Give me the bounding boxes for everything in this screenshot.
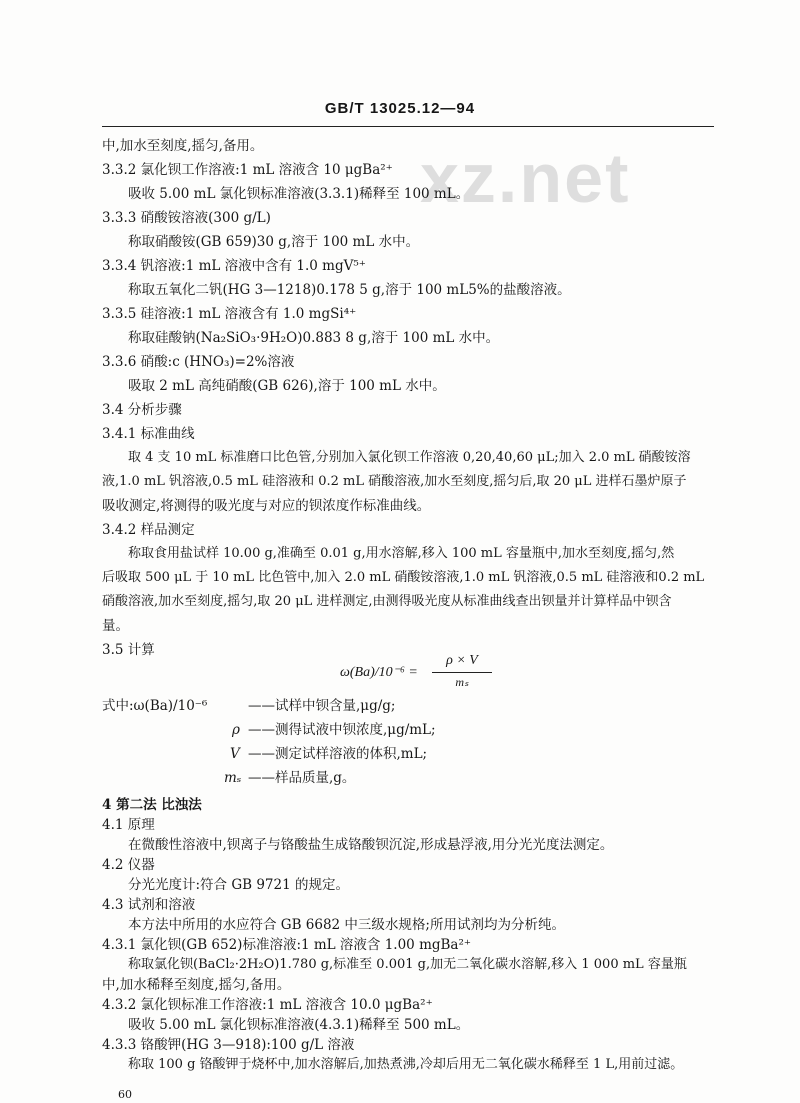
- heading-3-4-2: 3.4.2 样品测定: [102, 522, 195, 538]
- text-line: 本方法中所用的水应符合 GB 6682 中三级水规格;所用试剂均为分析纯。: [128, 917, 565, 933]
- heading-4-3: 4.3 试剂和溶液: [102, 897, 196, 913]
- where-symbol: mₛ: [224, 770, 242, 786]
- heading-3-4: 3.4 分析步骤: [102, 402, 182, 418]
- where-symbol: ρ: [232, 722, 240, 738]
- text-line: 称取五氧化二钒(HG 3—1218)0.178 5 g,溶于 100 mL5%的盐酸溶液。: [128, 282, 571, 298]
- heading-3-3-4: 3.3.4 钒溶液:1 mL 溶液中含有 1.0 mgV⁵⁺: [102, 258, 366, 274]
- where-symbol: V: [230, 746, 240, 762]
- where-desc: ——测得试液中钡浓度,μg/mL;: [248, 722, 436, 738]
- text-line: 称取硝酸铵(GB 659)30 g,溶于 100 mL 水中。: [128, 234, 420, 250]
- heading-3-4-1: 3.4.1 标准曲线: [102, 426, 195, 442]
- where-desc: ——试样中钡含量,μg/g;: [248, 698, 396, 714]
- text-line: 称取氯化钡(BaCl₂·2H₂O)1.780 g,标准至 0.001 g,加无二氧化碳水溶解,移入 1 000 mL 容量瓶: [128, 957, 687, 972]
- text-line: 中,加水至刻度,摇匀,备用。: [102, 138, 264, 154]
- text-line: 量。: [102, 618, 129, 634]
- formula-denominator: mₛ: [455, 675, 469, 689]
- formula-numerator: ρ × V: [446, 653, 478, 668]
- heading-4-2: 4.2 仪器: [102, 857, 155, 873]
- heading-4-3-1: 4.3.1 氯化钡(GB 652)标准溶液:1 mL 溶液含 1.00 mgBa²⁺: [102, 937, 472, 953]
- heading-3-3-6: 3.3.6 硝酸:c (HNO₃)=2%溶液: [102, 354, 295, 370]
- text-line: 吸收 5.00 mL 氯化钡标准溶液(4.3.1)稀释至 500 mL。: [128, 1017, 470, 1033]
- text-line: 吸取 2 mL 高纯硝酸(GB 626),溶于 100 mL 水中。: [128, 378, 446, 394]
- heading-3-3-2: 3.3.2 氯化钡工作溶液:1 mL 溶液含 10 μgBa²⁺: [102, 162, 393, 178]
- heading-3-3-5: 3.3.5 硅溶液:1 mL 溶液含有 1.0 mgSi⁴⁺: [102, 306, 357, 322]
- text-line: 在微酸性溶液中,钡离子与铬酸盐生成铬酸钡沉淀,形成悬浮液,用分光光度法测定。: [128, 837, 614, 853]
- text-line: 吸收 5.00 mL 氯化钡标准溶液(3.3.1)稀释至 100 mL。: [128, 186, 470, 202]
- heading-3-5: 3.5 计算: [102, 642, 155, 658]
- where-symbol: 式中:ω(Ba)/10⁻⁶: [102, 698, 208, 714]
- formula-lhs: ω(Ba)/10⁻⁶ =: [340, 665, 418, 680]
- document-header: GB/T 13025.12—94: [324, 100, 476, 117]
- text-line: 取 4 支 10 mL 标准磨口比色管,分别加入氯化钡工作溶液 0,20,40,60 μL;加入 2.0 mL 硝酸铵溶: [128, 450, 691, 465]
- text-line: 后吸取 500 μL 于 10 mL 比色管中,加入 2.0 mL 硝酸铵溶液,1.0 mL 钒溶液,0.5 mL 硅溶液和0.2 mL: [102, 570, 705, 585]
- text-line: 液,1.0 mL 钒溶液,0.5 mL 硅溶液和 0.2 mL 硝酸溶液,加水至刻度,摇匀后,取 20 μL 进样石墨炉原子: [102, 474, 687, 489]
- heading-3-3-3: 3.3.3 硝酸铵溶液(300 g/L): [102, 210, 271, 226]
- heading-4-3-3: 4.3.3 铬酸钾(HG 3—918):100 g/L 溶液: [102, 1037, 355, 1053]
- text-line: 硝酸溶液,加水至刻度,摇匀,取 20 μL 进样测定,由测得吸光度从标准曲线查出钡量并计算样品中钡含: [102, 594, 672, 609]
- heading-4-1: 4.1 原理: [102, 817, 155, 833]
- text-line: 吸收测定,将测得的吸光度与对应的钡浓度作标准曲线。: [102, 498, 431, 514]
- watermark: xz.net: [420, 139, 631, 217]
- heading-4: 4 第二法 比浊法: [102, 797, 202, 813]
- text-line: 称取食用盐试样 10.00 g,准确至 0.01 g,用水溶解,移入 100 mL 容量瓶中,加水至刻度,摇匀,然: [128, 546, 675, 561]
- text-line: 称取 100 g 铬酸钾于烧杯中,加水溶解后,加热煮沸,冷却后用无二氧化碳水稀释至 1 L,用前过滤。: [128, 1057, 684, 1072]
- text-line: 称取硅酸钠(Na₂SiO₃·9H₂O)0.883 8 g,溶于 100 mL 水中。: [128, 330, 500, 346]
- text-line: 中,加水稀释至刻度,摇匀,备用。: [102, 977, 291, 993]
- header-rule: [102, 126, 714, 127]
- heading-4-3-2: 4.3.2 氯化钡标准工作溶液:1 mL 溶液含 10.0 μgBa²⁺: [102, 997, 433, 1013]
- page-number: 60: [118, 1088, 132, 1101]
- text-line: 分光光度计:符合 GB 9721 的规定。: [128, 877, 349, 893]
- where-desc: ——测定试样溶液的体积,mL;: [248, 746, 428, 762]
- fraction-bar: [432, 672, 492, 673]
- where-desc: ——样品质量,g。: [248, 770, 356, 786]
